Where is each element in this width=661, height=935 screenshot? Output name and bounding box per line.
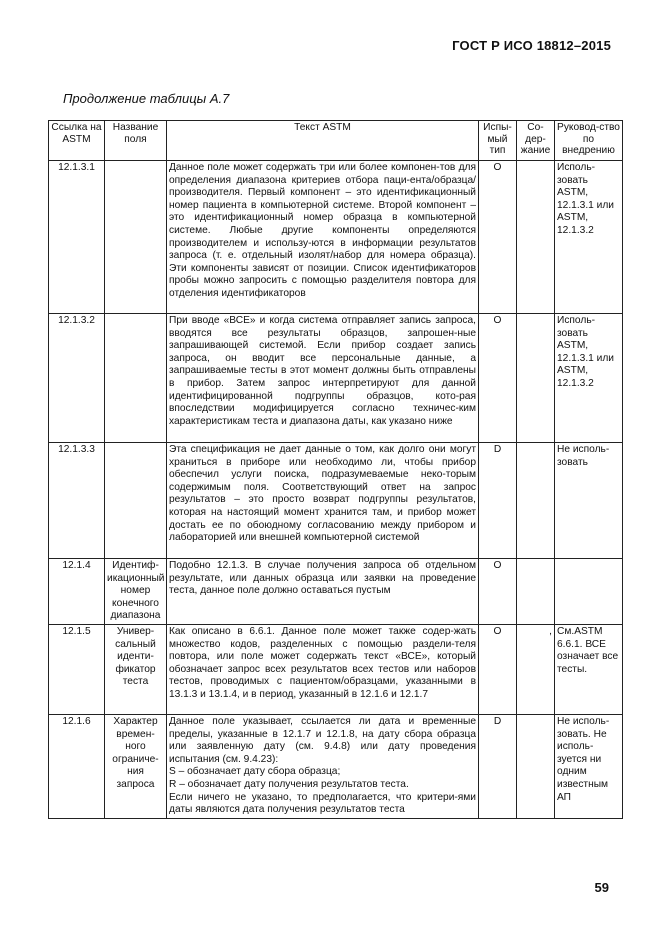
astm-text-cell: Как описано в 6.6.1. Данное поле может также содер-жать множество кодов, разделенных с помощью раздели-теля повтора, или поле может содержать текст «ВСЕ», который обозначает запрос всех результатов всех тестов или наборов тестов, проводимых с пациентом/образцами, указанными в 13.1.3 и 13.1.4, и в период, указанный в 12.1.6 и 12.1.7 bbox=[167, 624, 479, 714]
table-row bbox=[49, 624, 623, 714]
content-cell bbox=[517, 714, 555, 818]
guide-cell: Исполь-зовать ASTM, 12.1.3.1 или ASTM, 12.1.3.2 bbox=[555, 161, 623, 314]
col-header-tested-type: Испы-мый тип bbox=[479, 121, 517, 161]
guide-cell: Исполь-зовать ASTM, 12.1.3.1 или ASTM, 12.1.3.2 bbox=[555, 314, 623, 443]
tested-type-cell: O bbox=[479, 314, 517, 443]
table-row bbox=[49, 443, 623, 559]
col-header-field-name: Название поля bbox=[105, 121, 167, 161]
guide-cell bbox=[555, 559, 623, 625]
guide-cell: Не исполь-зовать bbox=[555, 443, 623, 559]
col-header-content: Со-дер-жание bbox=[517, 121, 555, 161]
tested-type-cell: O bbox=[479, 161, 517, 314]
table-row bbox=[49, 559, 623, 625]
astm-ref-cell: 12.1.3.1 bbox=[49, 161, 105, 314]
astm-text-cell: Эта спецификация не дает данные о том, как долго они могут храниться в приборе или необходимо ли, чтобы прибор обеспечил услуги поиска, подразумеваемые неко-торым содержимым поля. Соответствующий ответ на запрос результатов – это просто возврат подгруппы результатов, которая на настоящий момент хранится там, и прибор может достать ее по обоюдному согласованию между прибором и лабораторией или внешней компьютерной системой bbox=[167, 443, 479, 559]
field-name-cell: Характер времен-ного ограниче-ния запроса bbox=[105, 714, 167, 818]
astm-text-paragraph: Данное поле указывает, ссылается ли дата и временные пределы, указанные в 12.1.7 и 12.1.8, на дату сбора образца или заявленную дату (см. 9.4.8) или дату проведения испытания (см. 9.4.23): bbox=[169, 715, 476, 765]
table-row bbox=[49, 314, 623, 443]
col-header-astm-text: Текст ASTM bbox=[167, 121, 479, 161]
astm-ref-cell: 12.1.6 bbox=[49, 714, 105, 818]
tested-type-cell: O bbox=[479, 559, 517, 625]
tested-type-cell: O bbox=[479, 624, 517, 714]
content-cell bbox=[517, 161, 555, 314]
astm-text-cell bbox=[167, 714, 479, 818]
page-number: 59 bbox=[594, 880, 609, 895]
astm-text-option-r: R – обозначает дату получения результатов теста. bbox=[169, 778, 409, 790]
table-row bbox=[49, 161, 623, 314]
astm-text-cell: Подобно 12.1.3. В случае получения запроса об отдельном результате, или данных образца или заявки на проведение теста, данное поле должно оставаться пустым bbox=[167, 559, 479, 625]
field-name-cell bbox=[105, 161, 167, 314]
table-caption: Продолжение таблицы А.7 bbox=[63, 91, 230, 106]
astm-text-cell: При вводе «ВСЕ» и когда система отправляет запись запроса, вводятся все результаты образцов, запрошен-ные запрашивающей системой. Если прибор создает запись запроса, он вводит все персональные данные, а запрашиваемые тесты в этот момент должны быть отправлены в прибор. Затем запрос интерпретируют для данной идентифицированной подгруппы образцов, кото-рая впоследствии модифицируется согласно техничес-ким характеристикам теста и диапазона даты, как указано ниже bbox=[167, 314, 479, 443]
table-row bbox=[49, 714, 623, 818]
field-name-cell bbox=[105, 443, 167, 559]
astm-ref-cell: 12.1.4 bbox=[49, 559, 105, 625]
guide-cell: См.ASTM 6.6.1. ВСЕ означает все тесты. bbox=[555, 624, 623, 714]
astm-ref-cell: 12.1.3.3 bbox=[49, 443, 105, 559]
astm-text-cell: Данное поле может содержать три или более компонен-тов для определения диапазона критериев отбора паци-ента/образца/производителя. Первый компонент – это идентификационный номер пациента в компьютерной системе. Второй компонент – это идентификационный номер образца в компьютерной системе. Любые другие компоненты определяются производителем и использу-ются в информации результатов запроса (т. е. отдельный изолят/набор для номера образца). Эти компоненты зависят от позиции. Список идентификаторов пробы можно запросить с помощью разделителя повтора для отделения идентификаторов bbox=[167, 161, 479, 314]
content-cell: , bbox=[517, 624, 555, 714]
astm-table bbox=[48, 120, 623, 819]
astm-ref-cell: 12.1.3.2 bbox=[49, 314, 105, 443]
guide-cell: Не исполь-зовать. Не исполь-зуется ни одним известным АП bbox=[555, 714, 623, 818]
field-name-cell bbox=[105, 314, 167, 443]
content-cell bbox=[517, 559, 555, 625]
col-header-guide: Руковод-ство по внедрению bbox=[555, 121, 623, 161]
field-name-cell: Универ-сальный иденти-фикатор теста bbox=[105, 624, 167, 714]
astm-text-option-s: S – обозначает дату сбора образца; bbox=[169, 766, 341, 778]
standard-number: ГОСТ Р ИСО 18812–2015 bbox=[452, 38, 611, 53]
field-name-cell: Идентиф-икационный номер конечного диапазона bbox=[105, 559, 167, 625]
astm-ref-cell: 12.1.5 bbox=[49, 624, 105, 714]
astm-text-paragraph: Если ничего не указано, то предполагается, что критери-ями даты являются дата получения результатов теста bbox=[169, 791, 476, 816]
content-cell bbox=[517, 443, 555, 559]
content-cell bbox=[517, 314, 555, 443]
table-header-row bbox=[49, 121, 623, 161]
tested-type-cell: D bbox=[479, 443, 517, 559]
col-header-astm-ref: Ссылка на ASTM bbox=[49, 121, 105, 161]
tested-type-cell: D bbox=[479, 714, 517, 818]
